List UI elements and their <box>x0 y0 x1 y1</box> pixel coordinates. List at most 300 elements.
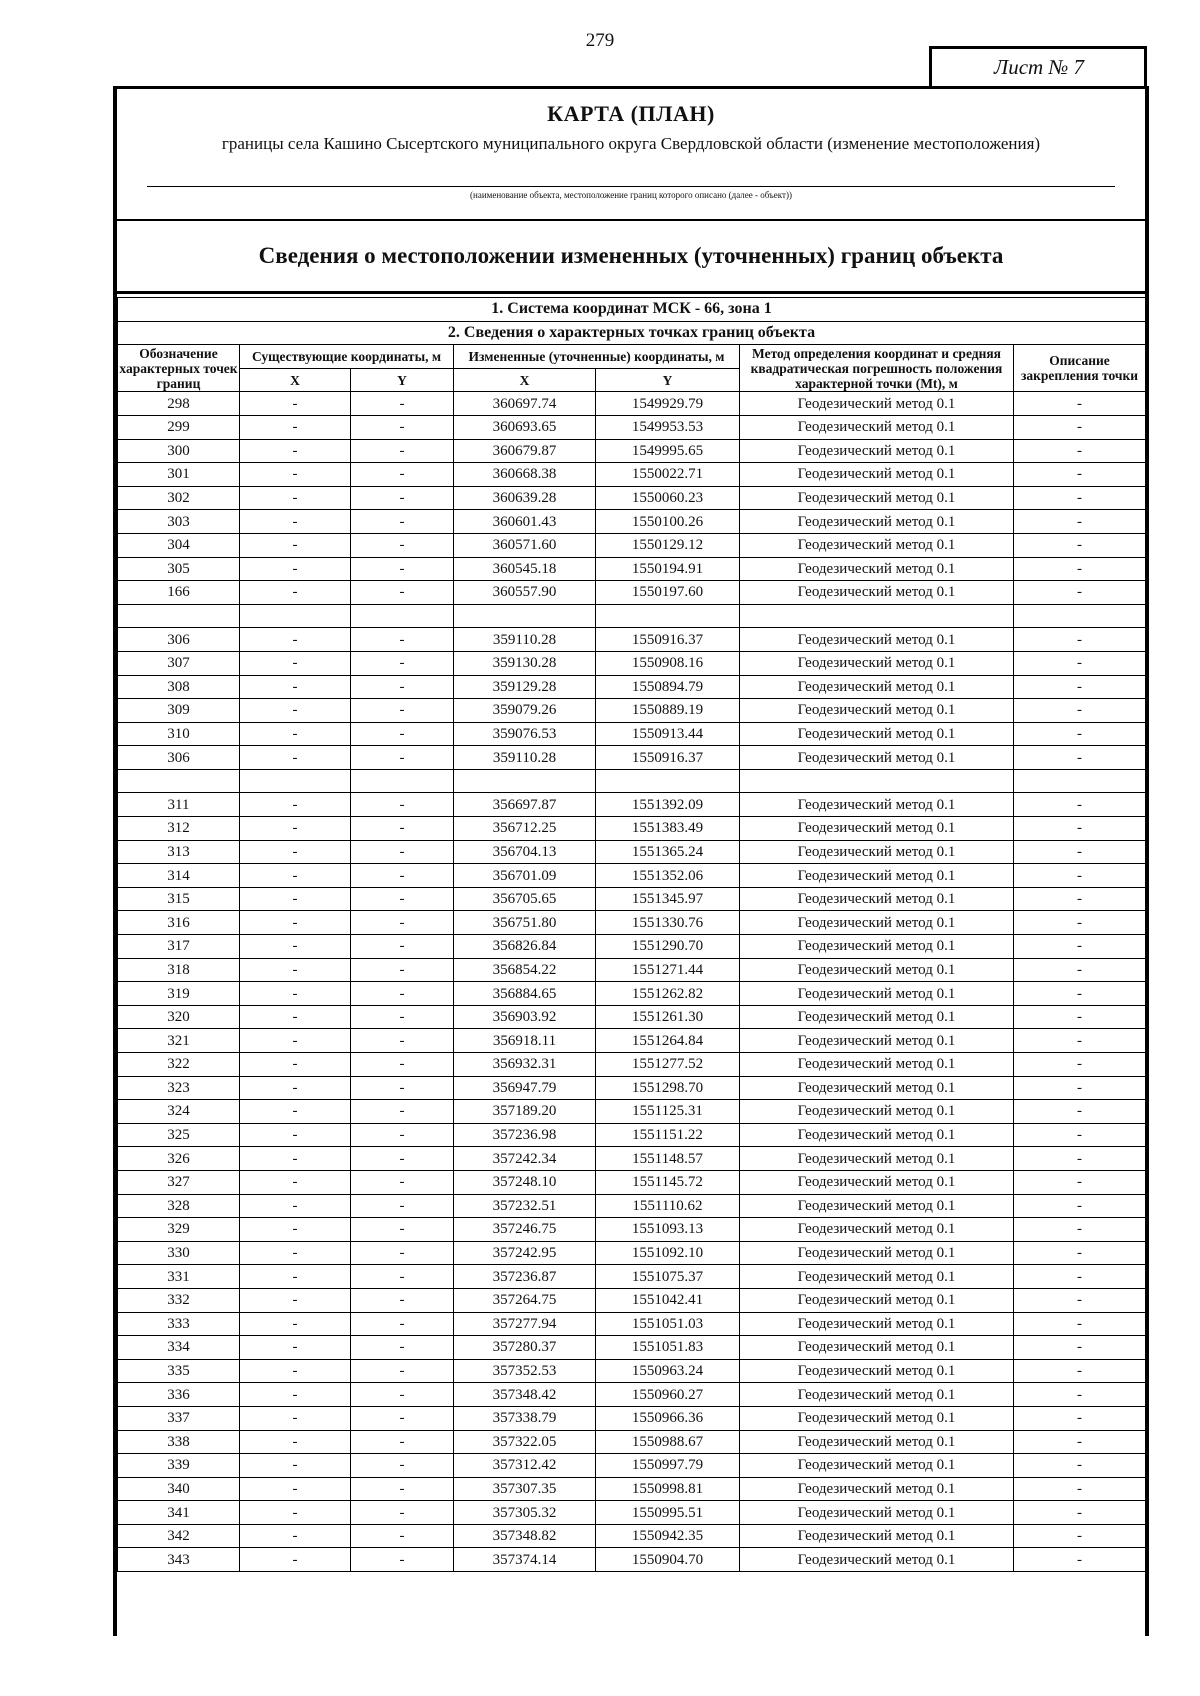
document-frame <box>113 86 1149 1636</box>
changed-x-cell: 357305.32 <box>454 1501 596 1525</box>
method-cell: Геодезический метод 0.1 <box>740 1524 1014 1548</box>
description-cell <box>1014 604 1146 628</box>
changed-y-cell: 1550963.24 <box>596 1359 740 1383</box>
changed-x-cell: 357312.42 <box>454 1454 596 1478</box>
changed-x-cell: 359129.28 <box>454 675 596 699</box>
existing-x-cell <box>240 604 351 628</box>
existing-x-cell: - <box>240 1430 351 1454</box>
table-row <box>118 722 1146 746</box>
point-id-cell: 343 <box>118 1548 240 1572</box>
existing-x-cell: - <box>240 415 351 439</box>
existing-y-cell: - <box>351 911 454 935</box>
changed-y-cell: 1550916.37 <box>596 628 740 652</box>
point-id-cell: 335 <box>118 1359 240 1383</box>
point-id-cell: 309 <box>118 699 240 723</box>
changed-y-cell: 1550194.91 <box>596 557 740 581</box>
existing-y-cell: - <box>351 581 454 605</box>
sheet-number-box <box>929 46 1147 86</box>
description-cell: - <box>1014 533 1146 557</box>
existing-y-cell: - <box>351 982 454 1006</box>
method-cell: Геодезический метод 0.1 <box>740 722 1014 746</box>
point-id-cell: 302 <box>118 486 240 510</box>
existing-y-cell: - <box>351 1100 454 1124</box>
point-id-cell: 324 <box>118 1100 240 1124</box>
existing-x-cell: - <box>240 864 351 888</box>
table-row <box>118 1218 1146 1242</box>
table-row <box>118 840 1146 864</box>
existing-y-cell: - <box>351 699 454 723</box>
existing-y-cell: - <box>351 722 454 746</box>
existing-x-cell: - <box>240 1170 351 1194</box>
point-id-cell: 312 <box>118 817 240 841</box>
changed-y-cell: 1550894.79 <box>596 675 740 699</box>
changed-x-cell: 357242.34 <box>454 1147 596 1171</box>
existing-y-cell: - <box>351 510 454 534</box>
method-cell: Геодезический метод 0.1 <box>740 699 1014 723</box>
changed-x-cell: 356903.92 <box>454 1005 596 1029</box>
point-id-cell: 300 <box>118 439 240 463</box>
point-id-cell: 326 <box>118 1147 240 1171</box>
table-row <box>118 793 1146 817</box>
point-id-cell: 317 <box>118 935 240 959</box>
existing-x-cell: - <box>240 557 351 581</box>
existing-x-cell: - <box>240 1312 351 1336</box>
existing-x-cell: - <box>240 439 351 463</box>
existing-x-cell: - <box>240 1123 351 1147</box>
method-cell: Геодезический метод 0.1 <box>740 746 1014 770</box>
table-row <box>118 982 1146 1006</box>
method-cell: Геодезический метод 0.1 <box>740 1383 1014 1407</box>
header-existing: Существующие координаты, м <box>240 345 454 369</box>
changed-y-cell: 1550904.70 <box>596 1548 740 1572</box>
description-cell: - <box>1014 439 1146 463</box>
changed-y-cell: 1551042.41 <box>596 1288 740 1312</box>
existing-x-cell: - <box>240 699 351 723</box>
changed-x-cell: 359110.28 <box>454 628 596 652</box>
point-id-cell: 340 <box>118 1477 240 1501</box>
existing-y-cell: - <box>351 935 454 959</box>
existing-x-cell: - <box>240 887 351 911</box>
description-cell: - <box>1014 1241 1146 1265</box>
description-cell: - <box>1014 1100 1146 1124</box>
changed-y-cell: 1550022.71 <box>596 463 740 487</box>
point-id-cell: 301 <box>118 463 240 487</box>
description-cell: - <box>1014 1383 1146 1407</box>
point-id-cell: 315 <box>118 887 240 911</box>
description-cell: - <box>1014 415 1146 439</box>
changed-y-cell: 1551392.09 <box>596 793 740 817</box>
method-cell: Геодезический метод 0.1 <box>740 1076 1014 1100</box>
existing-x-cell: - <box>240 651 351 675</box>
changed-x-cell: 356697.87 <box>454 793 596 817</box>
changed-x-cell: 357348.82 <box>454 1524 596 1548</box>
method-cell: Геодезический метод 0.1 <box>740 1336 1014 1360</box>
table-row <box>118 628 1146 652</box>
existing-x-cell: - <box>240 958 351 982</box>
description-cell: - <box>1014 699 1146 723</box>
method-cell: Геодезический метод 0.1 <box>740 533 1014 557</box>
changed-x-cell: 359130.28 <box>454 651 596 675</box>
method-cell: Геодезический метод 0.1 <box>740 1241 1014 1265</box>
method-cell: Геодезический метод 0.1 <box>740 1123 1014 1147</box>
method-cell: Геодезический метод 0.1 <box>740 1218 1014 1242</box>
table-row <box>118 557 1146 581</box>
changed-y-cell: 1551051.03 <box>596 1312 740 1336</box>
existing-y-cell: - <box>351 557 454 581</box>
changed-x-cell: 357277.94 <box>454 1312 596 1336</box>
existing-x-cell: - <box>240 1501 351 1525</box>
header-changed-y: Y <box>596 368 740 392</box>
existing-y-cell: - <box>351 746 454 770</box>
changed-y-cell: 1551345.97 <box>596 887 740 911</box>
point-id-cell: 303 <box>118 510 240 534</box>
point-id-cell: 313 <box>118 840 240 864</box>
method-cell: Геодезический метод 0.1 <box>740 1029 1014 1053</box>
description-cell: - <box>1014 1524 1146 1548</box>
point-id-cell: 310 <box>118 722 240 746</box>
method-cell: Геодезический метод 0.1 <box>740 1477 1014 1501</box>
description-cell: - <box>1014 1029 1146 1053</box>
table-row <box>118 1477 1146 1501</box>
table-row <box>118 415 1146 439</box>
changed-x-cell: 356884.65 <box>454 982 596 1006</box>
method-cell: Геодезический метод 0.1 <box>740 958 1014 982</box>
description-cell: - <box>1014 1005 1146 1029</box>
table-row <box>118 1454 1146 1478</box>
changed-x-cell: 357246.75 <box>454 1218 596 1242</box>
table-row <box>118 958 1146 982</box>
changed-x-cell: 357348.42 <box>454 1383 596 1407</box>
point-id-cell: 319 <box>118 982 240 1006</box>
existing-x-cell: - <box>240 1383 351 1407</box>
existing-x-cell: - <box>240 1147 351 1171</box>
description-cell: - <box>1014 463 1146 487</box>
existing-x-cell: - <box>240 840 351 864</box>
method-cell: Геодезический метод 0.1 <box>740 1053 1014 1077</box>
existing-x-cell: - <box>240 793 351 817</box>
description-cell: - <box>1014 651 1146 675</box>
document-title: КАРТА (ПЛАН) <box>547 101 715 126</box>
description-cell: - <box>1014 817 1146 841</box>
description-cell: - <box>1014 675 1146 699</box>
existing-x-cell: - <box>240 722 351 746</box>
description-cell: - <box>1014 486 1146 510</box>
coordinate-system-row: 1. Система координат МСК - 66, зона 1 <box>118 298 1146 322</box>
point-id-cell: 314 <box>118 864 240 888</box>
table-row <box>118 1170 1146 1194</box>
changed-x-cell: 357189.20 <box>454 1100 596 1124</box>
method-cell: Геодезический метод 0.1 <box>740 651 1014 675</box>
changed-y-cell: 1550966.36 <box>596 1406 740 1430</box>
changed-y-cell: 1551383.49 <box>596 817 740 841</box>
page-number: 279 <box>585 30 615 51</box>
changed-y-cell: 1550997.79 <box>596 1454 740 1478</box>
description-cell: - <box>1014 1123 1146 1147</box>
description-cell: - <box>1014 911 1146 935</box>
changed-x-cell: 360639.28 <box>454 486 596 510</box>
existing-x-cell: - <box>240 392 351 416</box>
method-cell: Геодезический метод 0.1 <box>740 1170 1014 1194</box>
changed-y-cell: 1550129.12 <box>596 533 740 557</box>
changed-x-cell <box>454 604 596 628</box>
point-id-cell: 328 <box>118 1194 240 1218</box>
table-row <box>118 510 1146 534</box>
point-id-cell: 299 <box>118 415 240 439</box>
section-title: Сведения о местоположении измененных (уточненных) границ объекта <box>258 243 1004 268</box>
table-row <box>118 486 1146 510</box>
description-cell: - <box>1014 1406 1146 1430</box>
method-cell: Геодезический метод 0.1 <box>740 439 1014 463</box>
table-row <box>118 1406 1146 1430</box>
changed-x-cell: 357264.75 <box>454 1288 596 1312</box>
existing-y-cell: - <box>351 1194 454 1218</box>
existing-y-cell: - <box>351 628 454 652</box>
method-cell: Геодезический метод 0.1 <box>740 793 1014 817</box>
existing-y-cell: - <box>351 1288 454 1312</box>
existing-x-cell: - <box>240 1029 351 1053</box>
table-separator-row <box>118 604 1146 628</box>
description-cell: - <box>1014 1170 1146 1194</box>
existing-x-cell: - <box>240 1053 351 1077</box>
existing-y-cell: - <box>351 1123 454 1147</box>
description-cell: - <box>1014 1053 1146 1077</box>
table-row <box>118 533 1146 557</box>
table-row <box>118 1524 1146 1548</box>
existing-y-cell: - <box>351 1147 454 1171</box>
existing-x-cell: - <box>240 817 351 841</box>
changed-y-cell <box>596 604 740 628</box>
existing-x-cell: - <box>240 463 351 487</box>
section-header <box>117 221 1145 294</box>
table-row <box>118 817 1146 841</box>
method-cell: Геодезический метод 0.1 <box>740 1359 1014 1383</box>
existing-x-cell <box>240 769 351 793</box>
changed-y-cell: 1549929.79 <box>596 392 740 416</box>
header-rule <box>147 186 1115 187</box>
changed-x-cell: 360679.87 <box>454 439 596 463</box>
changed-y-cell: 1551365.24 <box>596 840 740 864</box>
document-subtitle: границы села Кашино Сысертского муниципального округа Свердловской области (изменение местоположения) <box>221 134 1041 153</box>
changed-x-cell: 357338.79 <box>454 1406 596 1430</box>
header-existing-y: Y <box>351 368 454 392</box>
existing-y-cell: - <box>351 793 454 817</box>
changed-x-cell: 360668.38 <box>454 463 596 487</box>
existing-y-cell: - <box>351 675 454 699</box>
method-cell: Геодезический метод 0.1 <box>740 864 1014 888</box>
changed-y-cell: 1551261.30 <box>596 1005 740 1029</box>
description-cell: - <box>1014 722 1146 746</box>
table-row <box>118 675 1146 699</box>
existing-y-cell: - <box>351 958 454 982</box>
existing-y-cell: - <box>351 1383 454 1407</box>
changed-x-cell: 357236.87 <box>454 1265 596 1289</box>
point-id-cell: 166 <box>118 581 240 605</box>
coordinates-table <box>117 297 1146 1572</box>
changed-y-cell: 1551125.31 <box>596 1100 740 1124</box>
existing-x-cell: - <box>240 1265 351 1289</box>
changed-x-cell: 357248.10 <box>454 1170 596 1194</box>
existing-y-cell: - <box>351 533 454 557</box>
method-cell: Геодезический метод 0.1 <box>740 1548 1014 1572</box>
changed-y-cell: 1551262.82 <box>596 982 740 1006</box>
table-row <box>118 1548 1146 1572</box>
table-row <box>118 887 1146 911</box>
method-cell: Геодезический метод 0.1 <box>740 510 1014 534</box>
existing-x-cell: - <box>240 1524 351 1548</box>
point-id-cell: 325 <box>118 1123 240 1147</box>
changed-y-cell: 1551298.70 <box>596 1076 740 1100</box>
existing-y-cell: - <box>351 1029 454 1053</box>
changed-x-cell: 360693.65 <box>454 415 596 439</box>
changed-x-cell: 360557.90 <box>454 581 596 605</box>
point-id-cell: 331 <box>118 1265 240 1289</box>
description-cell: - <box>1014 935 1146 959</box>
changed-y-cell: 1551290.70 <box>596 935 740 959</box>
existing-y-cell: - <box>351 1005 454 1029</box>
method-cell: Геодезический метод 0.1 <box>740 392 1014 416</box>
changed-y-cell: 1549995.65 <box>596 439 740 463</box>
header-existing-x: X <box>240 368 351 392</box>
table-row <box>118 1501 1146 1525</box>
point-id-cell: 321 <box>118 1029 240 1053</box>
existing-y-cell: - <box>351 1406 454 1430</box>
table-row <box>118 392 1146 416</box>
existing-y-cell: - <box>351 1359 454 1383</box>
table-row <box>118 864 1146 888</box>
description-cell: - <box>1014 1336 1146 1360</box>
existing-x-cell: - <box>240 982 351 1006</box>
changed-x-cell: 359076.53 <box>454 722 596 746</box>
existing-x-cell: - <box>240 628 351 652</box>
existing-y-cell: - <box>351 1265 454 1289</box>
point-id-cell: 318 <box>118 958 240 982</box>
table-row <box>118 1265 1146 1289</box>
table-row <box>118 463 1146 487</box>
changed-y-cell: 1551151.22 <box>596 1123 740 1147</box>
changed-x-cell: 356712.25 <box>454 817 596 841</box>
changed-y-cell: 1550197.60 <box>596 581 740 605</box>
point-id-cell: 333 <box>118 1312 240 1336</box>
description-cell <box>1014 769 1146 793</box>
table-row <box>118 439 1146 463</box>
description-cell: - <box>1014 392 1146 416</box>
table-row <box>118 1241 1146 1265</box>
changed-x-cell: 357242.95 <box>454 1241 596 1265</box>
method-cell: Геодезический метод 0.1 <box>740 1406 1014 1430</box>
existing-y-cell: - <box>351 439 454 463</box>
existing-y-cell: - <box>351 486 454 510</box>
table-row <box>118 1029 1146 1053</box>
changed-y-cell: 1551092.10 <box>596 1241 740 1265</box>
table-row <box>118 1194 1146 1218</box>
table-row <box>118 1288 1146 1312</box>
changed-y-cell: 1550100.26 <box>596 510 740 534</box>
existing-x-cell: - <box>240 675 351 699</box>
changed-y-cell <box>596 769 740 793</box>
description-cell: - <box>1014 864 1146 888</box>
point-id-cell: 316 <box>118 911 240 935</box>
description-cell: - <box>1014 1501 1146 1525</box>
point-id-cell: 304 <box>118 533 240 557</box>
description-cell: - <box>1014 1548 1146 1572</box>
description-cell: - <box>1014 1218 1146 1242</box>
method-cell: Геодезический метод 0.1 <box>740 840 1014 864</box>
changed-y-cell: 1551145.72 <box>596 1170 740 1194</box>
changed-x-cell: 357307.35 <box>454 1477 596 1501</box>
point-id-cell: 332 <box>118 1288 240 1312</box>
point-id-cell: 342 <box>118 1524 240 1548</box>
description-cell: - <box>1014 1430 1146 1454</box>
point-id-cell: 336 <box>118 1383 240 1407</box>
method-cell: Геодезический метод 0.1 <box>740 1501 1014 1525</box>
method-cell: Геодезический метод 0.1 <box>740 486 1014 510</box>
changed-x-cell: 360545.18 <box>454 557 596 581</box>
existing-x-cell: - <box>240 1241 351 1265</box>
changed-x-cell: 360601.43 <box>454 510 596 534</box>
point-id-cell: 330 <box>118 1241 240 1265</box>
method-cell: Геодезический метод 0.1 <box>740 887 1014 911</box>
existing-x-cell: - <box>240 1218 351 1242</box>
changed-x-cell: 357232.51 <box>454 1194 596 1218</box>
description-cell: - <box>1014 1194 1146 1218</box>
changed-y-cell: 1551352.06 <box>596 864 740 888</box>
existing-y-cell: - <box>351 651 454 675</box>
header-changed-x: X <box>454 368 596 392</box>
method-cell: Геодезический метод 0.1 <box>740 1288 1014 1312</box>
description-cell: - <box>1014 958 1146 982</box>
table-separator-row <box>118 769 1146 793</box>
existing-y-cell: - <box>351 1501 454 1525</box>
existing-x-cell: - <box>240 486 351 510</box>
table-row <box>118 1123 1146 1147</box>
method-cell: Геодезический метод 0.1 <box>740 1005 1014 1029</box>
existing-y-cell: - <box>351 864 454 888</box>
changed-y-cell: 1550060.23 <box>596 486 740 510</box>
existing-y-cell: - <box>351 392 454 416</box>
changed-y-cell: 1551110.62 <box>596 1194 740 1218</box>
description-cell: - <box>1014 1076 1146 1100</box>
table-row <box>118 1336 1146 1360</box>
method-cell: Геодезический метод 0.1 <box>740 1194 1014 1218</box>
changed-x-cell: 359110.28 <box>454 746 596 770</box>
changed-x-cell <box>454 769 596 793</box>
table-row <box>118 1005 1146 1029</box>
description-cell: - <box>1014 793 1146 817</box>
existing-x-cell: - <box>240 935 351 959</box>
method-cell: Геодезический метод 0.1 <box>740 817 1014 841</box>
table-row <box>118 1430 1146 1454</box>
table-row <box>118 1359 1146 1383</box>
table-row <box>118 1312 1146 1336</box>
method-cell: Геодезический метод 0.1 <box>740 1100 1014 1124</box>
existing-x-cell: - <box>240 1005 351 1029</box>
changed-y-cell: 1551330.76 <box>596 911 740 935</box>
description-cell: - <box>1014 510 1146 534</box>
changed-x-cell: 356705.65 <box>454 887 596 911</box>
header-changed: Измененные (уточненные) координаты, м <box>454 345 740 369</box>
changed-y-cell: 1551075.37 <box>596 1265 740 1289</box>
table-row <box>118 746 1146 770</box>
changed-x-cell: 356751.80 <box>454 911 596 935</box>
point-id-cell: 327 <box>118 1170 240 1194</box>
table-row <box>118 1147 1146 1171</box>
existing-y-cell: - <box>351 415 454 439</box>
existing-x-cell: - <box>240 911 351 935</box>
existing-y-cell: - <box>351 1218 454 1242</box>
header-note: (наименование объекта, местоположение границ которого описано (далее - объект)) <box>470 190 792 200</box>
description-cell: - <box>1014 1312 1146 1336</box>
description-cell: - <box>1014 1147 1146 1171</box>
